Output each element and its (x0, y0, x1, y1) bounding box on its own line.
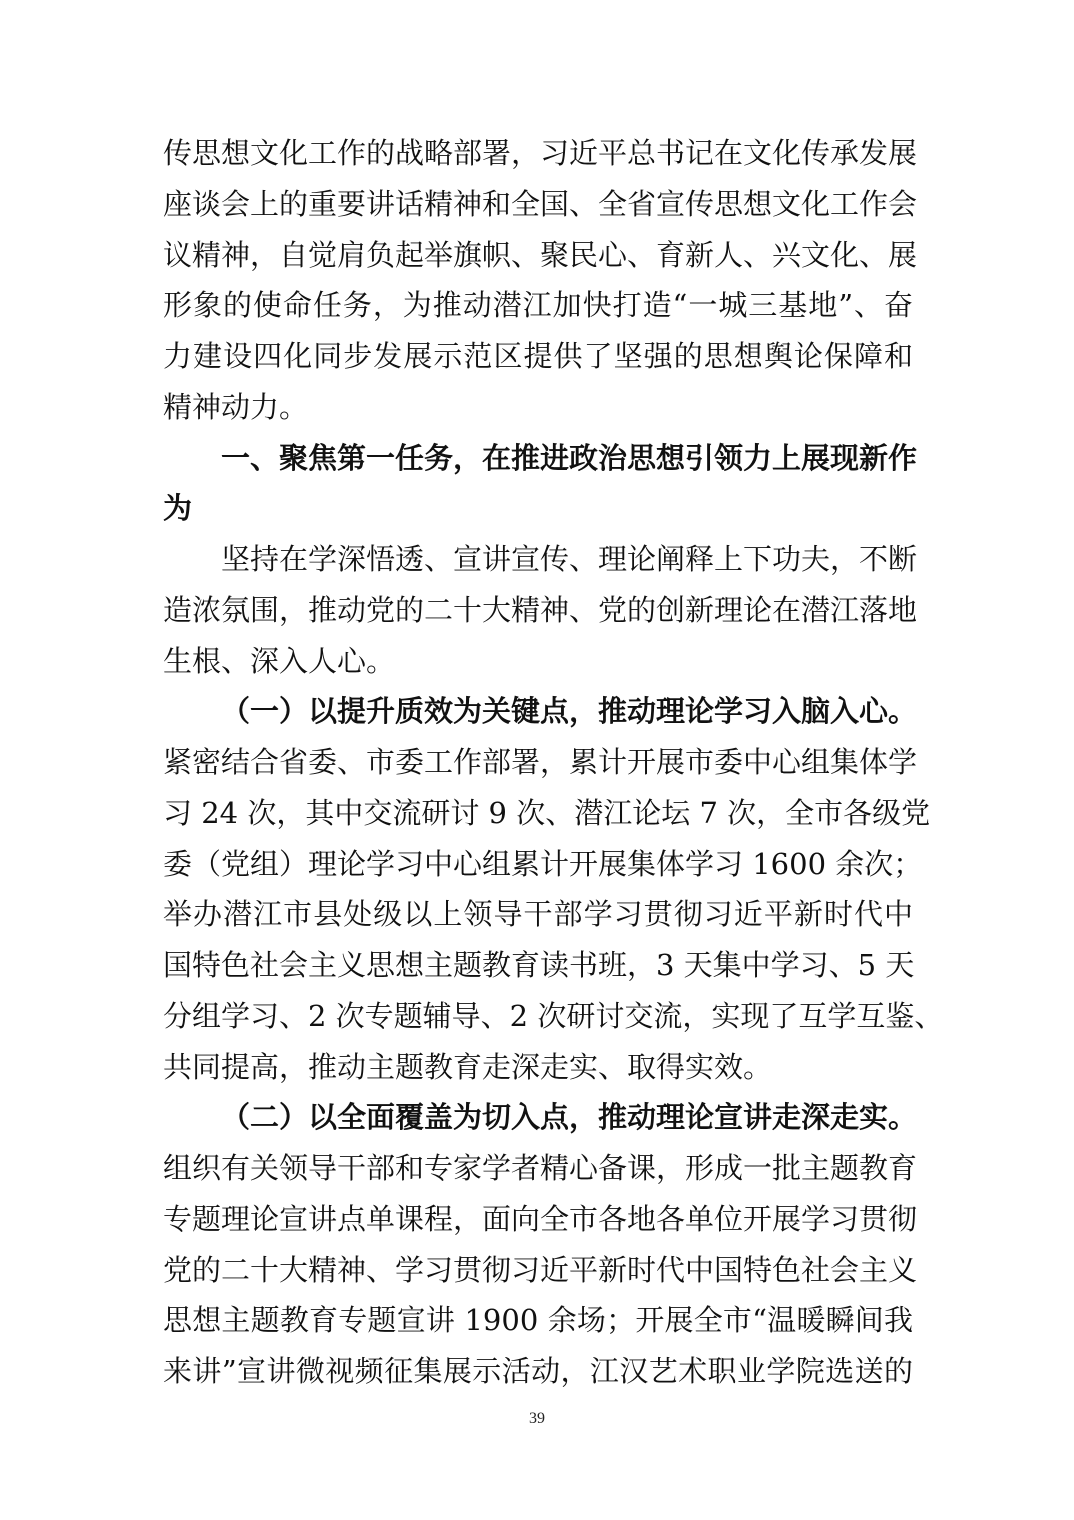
subsection-1-heading: （一）以提升质效为关键点，推动理论学习入脑入心。 (221, 694, 918, 728)
section-intro-line-1: 坚持在学深悟透、宣讲宣传、理论阐释上下功夫，不断 (221, 542, 918, 576)
page-number: 39 (529, 1410, 545, 1427)
subsection-1-line-2: 习 24 次，其中交流研讨 9 次、潜江论坛 7 次，全市各级党 (163, 796, 931, 830)
intro-line-2: 座谈会上的重要讲话精神和全国、全省宣传思想文化工作会 (163, 187, 918, 221)
subsection-2-line-2: 专题理论宣讲点单课程，面向全市各地各单位开展学习贯彻 (163, 1202, 918, 1236)
section-heading-line-2: 为 (163, 491, 193, 525)
subsection-1-line-6: 分组学习、2 次专题辅导、2 次研讨交流，实现了互学互鉴、 (163, 999, 944, 1033)
subsection-2-line-5: 来讲”宣讲微视频征集展示活动，江汉艺术职业学院选送的 (163, 1354, 913, 1388)
subsection-1-line-7: 共同提高，推动主题教育走深走实、取得实效。 (163, 1050, 773, 1084)
section-intro-line-3: 生根、深入人心。 (163, 644, 396, 678)
intro-line-4: 形象的使命任务，为推动潜江加快打造“一城三基地”、奋 (163, 288, 913, 322)
intro-line-3: 议精神，自觉肩负起举旗帜、聚民心、育新人、兴文化、展 (163, 238, 918, 272)
intro-line-6: 精神动力。 (163, 390, 309, 424)
subsection-2-line-1: 组织有关领导干部和专家学者精心备课，形成一批主题教育 (163, 1151, 918, 1185)
subsection-1-line-4: 举办潜江市县处级以上领导干部学习贯彻习近平新时代中 (163, 897, 913, 931)
subsection-1-line-3: 委（党组）理论学习中心组累计开展集体学习 1600 余次； (163, 847, 923, 881)
intro-line-1: 传思想文化工作的战略部署，习近平总书记在文化传承发展 (163, 136, 918, 170)
subsection-1-line-1: 紧密结合省委、市委工作部署，累计开展市委中心组集体学 (163, 745, 918, 779)
section-intro-line-2: 造浓氛围，推动党的二十大精神、党的创新理论在潜江落地 (163, 593, 918, 627)
subsection-2-heading: （二）以全面覆盖为切入点，推动理论宣讲走深走实。 (221, 1100, 918, 1134)
section-heading-line-1: 一、聚焦第一任务，在推进政治思想引领力上展现新作 (221, 441, 918, 475)
subsection-2-line-4: 思想主题教育专题宣讲 1900 余场；开展全市“温暖瞬间我 (163, 1303, 913, 1337)
intro-line-5: 力建设四化同步发展示范区提供了坚强的思想舆论保障和 (163, 339, 913, 373)
subsection-1-line-5: 国特色社会主义思想主题教育读书班，3 天集中学习、5 天 (163, 948, 915, 982)
subsection-2-line-3: 党的二十大精神、学习贯彻习近平新时代中国特色社会主义 (163, 1253, 918, 1287)
